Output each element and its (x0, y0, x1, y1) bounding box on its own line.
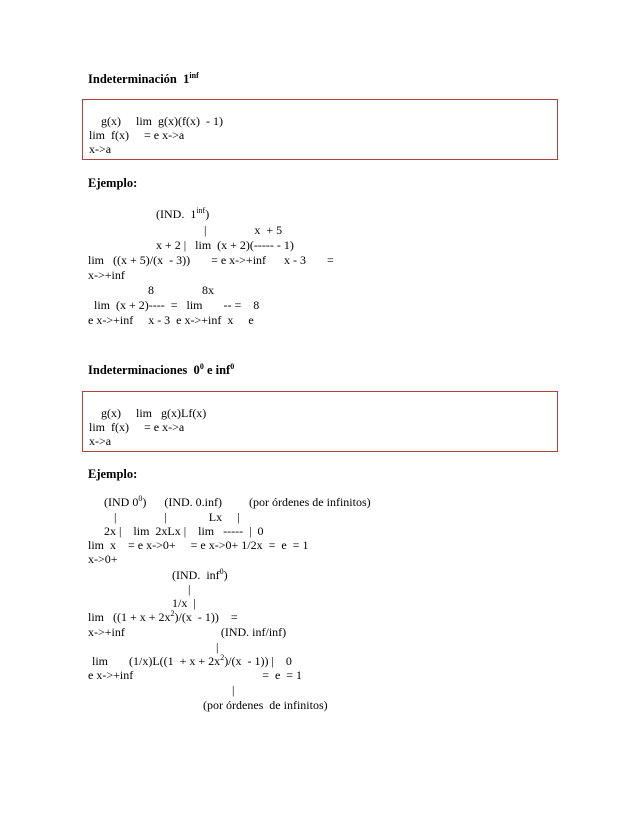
example-line: | (188, 582, 191, 596)
example-line: x->+inf (88, 268, 125, 282)
formula-line: g(x) lim g(x)(f(x) - 1) (89, 114, 223, 128)
formula-line: lim f(x) = e x->a (89, 128, 185, 142)
formula-line: g(x) lim g(x)Lf(x) (89, 406, 207, 420)
section2-example-title: Ejemplo: (88, 467, 138, 481)
formula-line: x->a (89, 142, 112, 156)
example-line: lim (x + 2)---- = lim -- = 8 (94, 298, 260, 312)
example-line: e x->+inf = e = 1 (88, 668, 303, 682)
example-line: (IND. inf$^0$) (172, 567, 228, 582)
section2-title: Indeterminaciones $0^0$ e inf$^0$ (88, 362, 235, 377)
example-line: e x->+inf x - 3 e x->+inf x e (88, 313, 254, 327)
section1-example-title: Ejemplo: (88, 176, 138, 190)
example-line: x->+inf (IND. inf/inf) (88, 625, 287, 639)
example-line: x->0+ (88, 552, 118, 566)
example-line: | x + 5 (204, 223, 283, 237)
example-line: | | Lx | (114, 510, 240, 524)
section2-formula-box (82, 391, 558, 452)
section1-title: Indeterminación $1^{inf}$ (88, 71, 199, 86)
example-line: lim ((x + 5)/(x - 3)) = e x->+inf x - 3 = (88, 253, 334, 267)
example-line: (IND $0^0$) (IND. 0.inf) (por órdenes de infinitos) (104, 494, 371, 509)
example-line: | (216, 640, 219, 654)
section1-formula-box (82, 99, 558, 160)
example-line: lim $(1/x)L((1 + x + 2x^2)/(x - 1))$ | 0 (92, 653, 292, 668)
example-line: x + 2 | lim (x + 2)(----- - 1) (156, 238, 294, 252)
example-line: 2x | lim 2xLx | lim ----- | 0 (104, 524, 264, 538)
example-line: 1/x | (172, 596, 196, 610)
formula-line: x->a (89, 434, 112, 448)
example-footer: (por órdenes de infinitos) (203, 698, 328, 712)
formula-line: lim f(x) = e x->a (89, 420, 185, 434)
example-line: | (232, 683, 235, 697)
example-line: (IND. $1^{inf}$) (156, 206, 210, 221)
example-line: lim x = e x->0+ = e x->0+ 1/2x = e = 1 (88, 538, 309, 552)
example-line: $\lim ((1 + x + 2x^2)/(x - 1))$ = (88, 609, 238, 624)
example-line: 8 8x (148, 283, 214, 297)
